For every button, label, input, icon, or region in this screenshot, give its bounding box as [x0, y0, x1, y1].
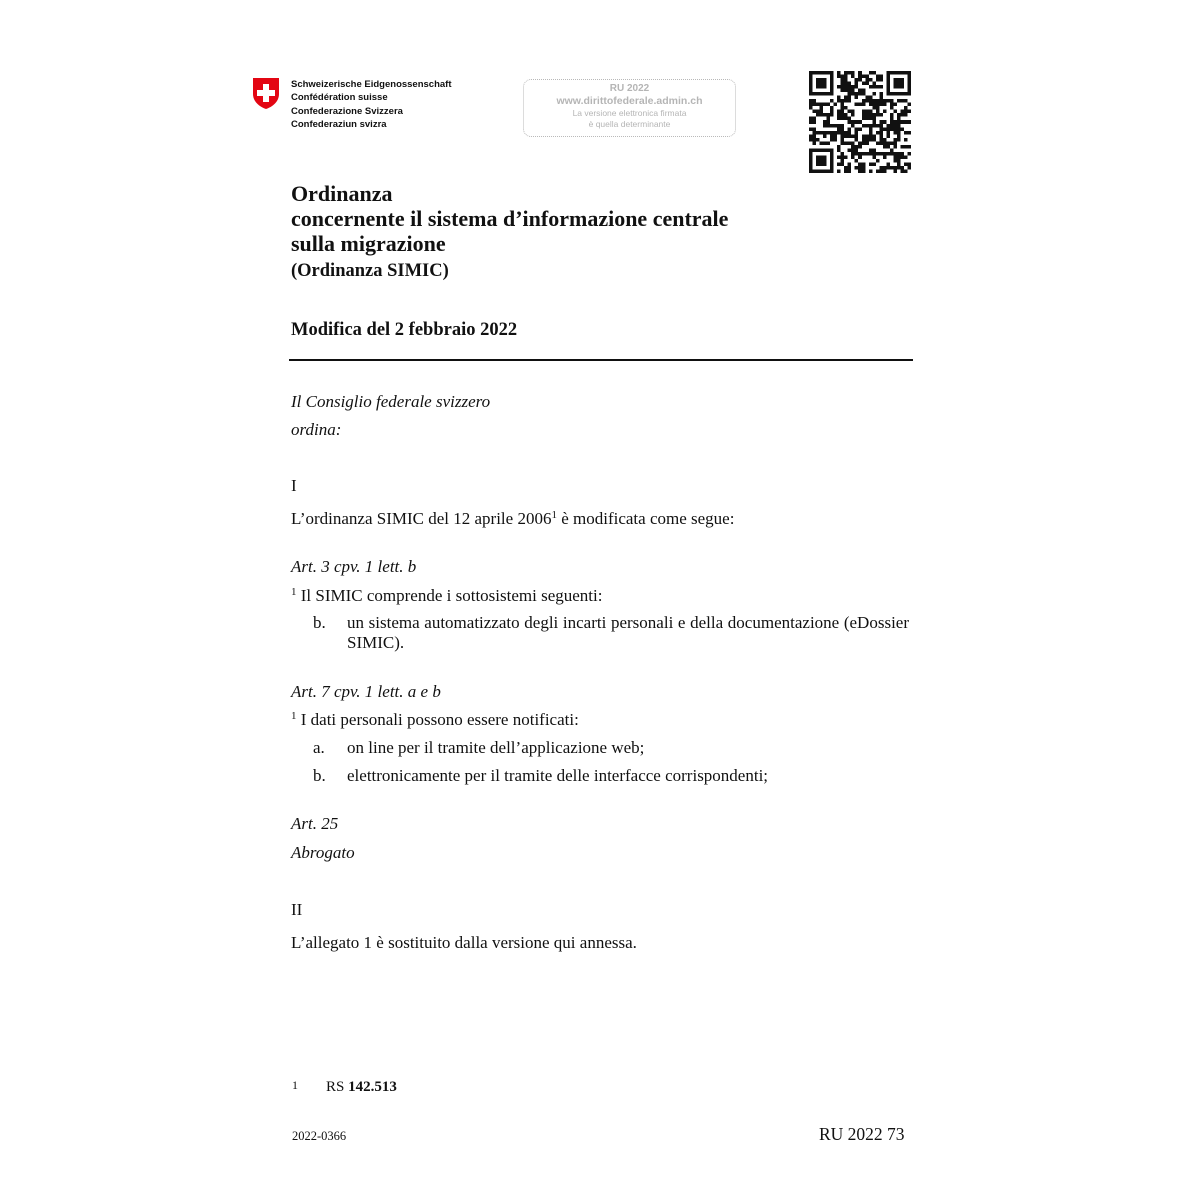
title-line-3: sulla migrazione — [291, 231, 446, 256]
stamp-url: www.dirittofederale.admin.ch — [556, 95, 703, 107]
title-line-2: concernente il sistema d’informazione centrale — [291, 206, 729, 231]
article-25-heading: Art. 25 — [291, 814, 339, 833]
confederation-names — [291, 78, 452, 132]
article-7-item-a-text: on line per il tramite dell’applicazione web; — [347, 738, 645, 757]
swiss-coat-of-arms-icon — [252, 77, 280, 110]
confederation-name-fr: Confédération suisse — [291, 92, 388, 104]
title-divider — [289, 359, 913, 361]
footnote-number: 1 — [292, 1078, 298, 1092]
preamble-authority: Il Consiglio federale svizzero — [291, 392, 491, 411]
paragraph-number: 1 — [291, 586, 297, 598]
footnote-reference: 1 — [551, 509, 557, 521]
article-7-paragraph-text: I dati personali possono essere notificati: — [296, 710, 579, 729]
article-7-item-a-letter: a. — [313, 738, 325, 757]
section-1-intro-text: L’ordinanza SIMIC del 12 aprile 2006 — [291, 509, 552, 528]
footnote-ref: 142.513 — [348, 1079, 397, 1095]
footnote-prefix: RS — [326, 1079, 349, 1095]
section-numeral-1: I — [291, 476, 297, 495]
paragraph-number: 1 — [291, 710, 297, 722]
article-7-heading: Art. 7 cpv. 1 lett. a e b — [291, 682, 441, 701]
confederation-name-rm: Confederaziun svizra — [291, 119, 387, 131]
confederation-name-it: Confederazione Svizzera — [291, 105, 403, 117]
stamp-note-2: è quella determinante — [588, 118, 671, 129]
article-3-heading: Art. 3 cpv. 1 lett. b — [291, 557, 417, 576]
article-7-item-b-letter: b. — [313, 766, 326, 785]
section-1-intro-text-end: è modificata come segue: — [556, 509, 735, 528]
article-3-item-text: un sistema automatizzato degli incarti personali e della documentazione (eDossier SIMIC). — [347, 613, 909, 652]
document-title — [291, 181, 728, 256]
qr-code-icon — [809, 71, 911, 173]
section-1-intro — [291, 509, 734, 529]
official-collection-ref: RU 2022 73 — [819, 1124, 905, 1144]
amendment-date: Modifica del 2 febbraio 2022 — [291, 320, 518, 340]
title-line-1: Ordinanza — [291, 181, 393, 206]
article-3-paragraph-text: Il SIMIC comprende i sottosistemi seguenti: — [296, 586, 603, 605]
electronic-version-stamp — [523, 79, 736, 137]
preamble-decrees: ordina: — [291, 420, 342, 439]
section-2-text: L’allegato 1 è sostituito dalla versione qui annessa. — [291, 933, 637, 952]
footnote-text — [326, 1079, 397, 1096]
confederation-name-de: Schweizerische Eidgenossenschaft — [291, 79, 452, 90]
stamp-ru: RU 2022 — [609, 83, 650, 94]
article-3-paragraph — [291, 586, 602, 606]
article-3-item-letter: b. — [313, 613, 326, 632]
article-25-text: Abrogato — [291, 843, 355, 862]
article-7-paragraph — [291, 710, 579, 730]
article-7-item-b-text: elettronicamente per il tramite delle interfacce corrispondenti; — [347, 766, 769, 785]
document-code: 2022-0366 — [292, 1129, 347, 1143]
stamp-note-1: La versione elettronica firmata — [572, 108, 687, 118]
short-title: (Ordinanza SIMIC) — [291, 261, 449, 281]
section-numeral-2: II — [291, 900, 303, 919]
